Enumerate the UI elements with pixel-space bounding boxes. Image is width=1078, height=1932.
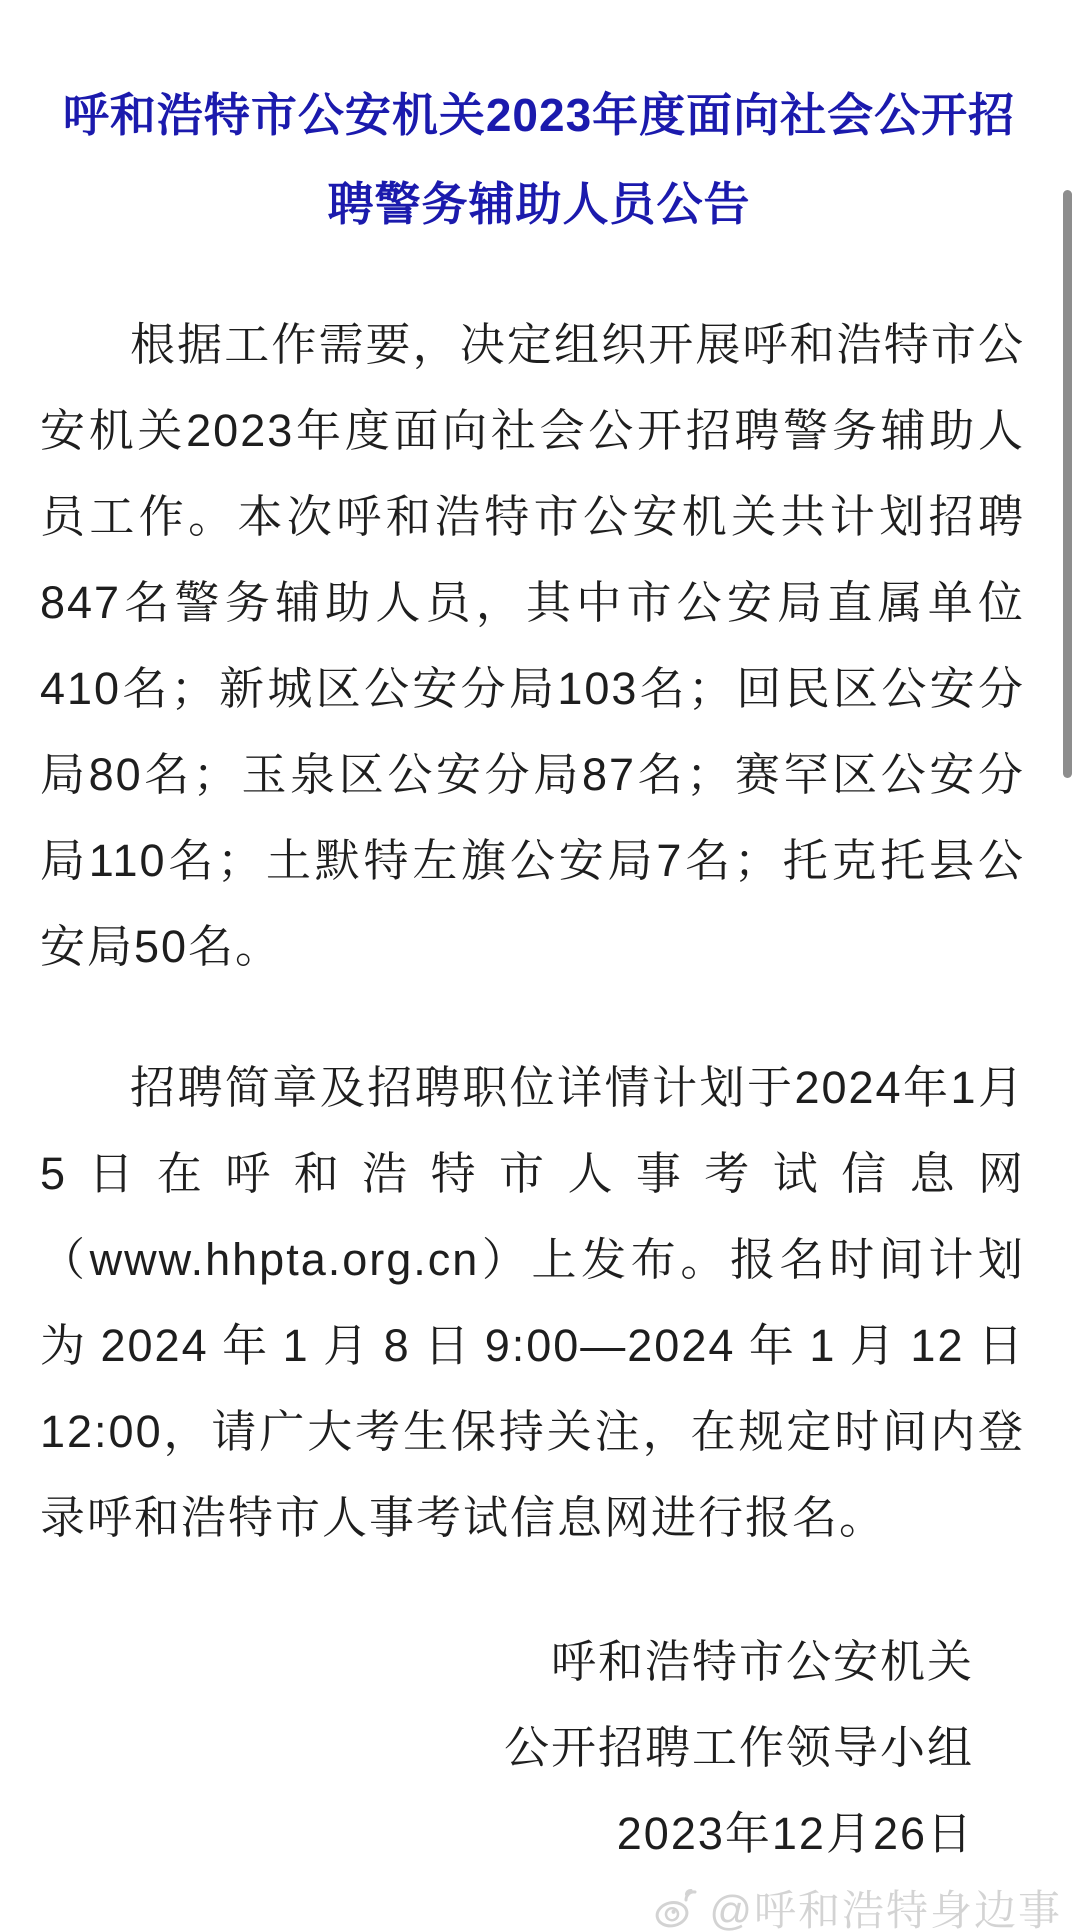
signature-date: 2023年12月26日	[616, 1808, 974, 1859]
title-line-2: 聘警务辅助人员公告	[327, 178, 751, 230]
signature-organization: 呼和浩特市公安机关	[550, 1636, 974, 1687]
signature-leading-group: 公开招聘工作领导小组	[503, 1722, 974, 1773]
signature-block	[40, 1619, 1025, 1877]
title-line-1: 呼和浩特市公安机关2023年度面向社会公开招	[62, 89, 1016, 141]
page-title	[0, 71, 1078, 249]
paragraph-recruitment-plan: 根据工作需要，决定组织开展呼和浩特市公安机关2023年度面向社会公开招聘警务辅助人员工作。本次呼和浩特市公安机关共计划招聘847名警务辅助人员，其中市公安局直属单位410名；新城区公安分局103名；回民区公安分局80名；玉泉区公安分局87名；赛罕区公安分局110名；土默特左旗公安局7名；托克托县公安局50名。	[40, 319, 1025, 972]
paragraph-registration-info: 招聘简章及招聘职位详情计划于2024年1月5日在呼和浩特市人事考试信息网（www.hhpta.org.cn）上发布。报名时间计划为2024年1月8日9:00—2024年1月12日12:00，请广大考生保持关注，在规定时间内登录呼和浩特市人事考试信息网进行报名。	[40, 1062, 1025, 1543]
scrollbar-thumb[interactable]	[1063, 190, 1072, 778]
weibo-icon	[653, 1885, 703, 1931]
watermark	[653, 1878, 1062, 1932]
watermark-text: @呼和浩特身边事	[709, 1887, 1062, 1932]
